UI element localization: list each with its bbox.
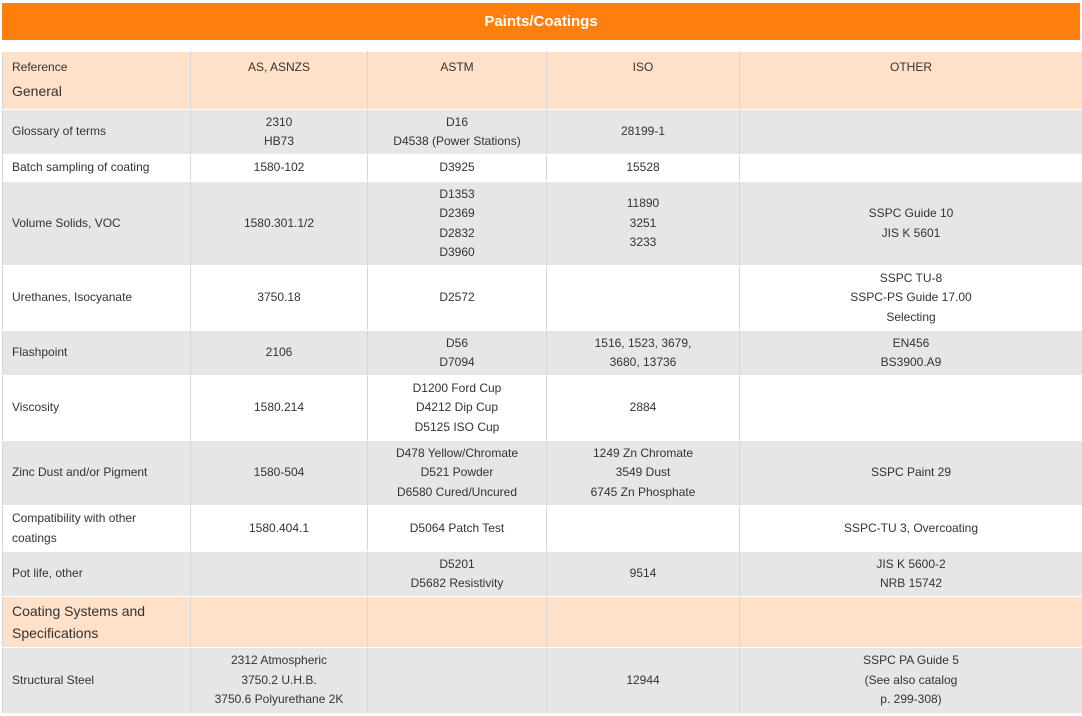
table-row: [3, 376, 1082, 441]
iso-cell-line: 9514: [629, 566, 657, 581]
astm-cell-line: D5064 Patch Test: [409, 520, 505, 535]
page-title-banner: [2, 3, 1080, 40]
reference-cell: Urethanes, Isocyanate: [3, 266, 191, 331]
section-empty-cell: [740, 597, 1082, 648]
astm-cell-line: D4212 Dip Cup: [415, 400, 499, 415]
astm-cell: [368, 110, 547, 155]
as-cell: [191, 648, 368, 714]
standards-table: [2, 51, 1082, 714]
iso-cell-line: 2884: [629, 400, 657, 415]
other-cell: [740, 331, 1082, 376]
iso-cell: [547, 155, 740, 182]
table-row: [3, 506, 1082, 552]
header-cell-as: AS, ASNZS: [191, 52, 368, 110]
as-cell-line: 1580-504: [253, 465, 305, 480]
astm-cell: [368, 552, 547, 597]
other-cell: [740, 506, 1082, 552]
astm-cell: [368, 182, 547, 266]
section-empty-cell: [368, 597, 547, 648]
other-cell: [740, 266, 1082, 331]
other-cell-line: SSPC-PS Guide 17.00: [850, 290, 972, 305]
as-cell: [191, 155, 368, 182]
reference-cell: Flashpoint: [3, 331, 191, 376]
other-cell: [740, 155, 1082, 182]
as-cell-line: 3750.6 Polyurethane 2K: [214, 692, 344, 707]
astm-cell-line: D5682 Resistivity: [410, 576, 504, 590]
header-cell-iso: ISO: [547, 52, 740, 110]
other-cell: [740, 376, 1082, 441]
reference-cell: Volume Solids, VOC: [3, 182, 191, 266]
astm-cell: [368, 266, 547, 331]
astm-cell-line: D6580 Cured/Uncured: [396, 484, 518, 499]
as-cell-line: HB73: [263, 134, 295, 148]
table-row: [3, 441, 1082, 506]
other-cell-line: BS3900.A9: [880, 355, 942, 369]
iso-cell: [547, 648, 740, 714]
header-cell-reference: [3, 52, 191, 110]
header-row: [3, 52, 1082, 110]
astm-cell: [368, 441, 547, 506]
table-row: [3, 155, 1082, 182]
astm-cell: [368, 506, 547, 552]
section-heading-general: General: [12, 82, 62, 99]
other-cell: [740, 552, 1082, 597]
as-cell-line: 1580.301.1/2: [243, 215, 315, 230]
reference-cell: Structural Steel: [3, 648, 191, 714]
other-cell-line: Selecting: [886, 309, 936, 324]
as-cell: [191, 266, 368, 331]
astm-cell-line: D2369: [439, 206, 475, 220]
other-cell: [740, 182, 1082, 266]
page-title: Paints/Coatings: [484, 13, 598, 30]
other-cell-line: JIS K 5601: [881, 225, 941, 240]
other-cell-line: (See also catalog: [864, 672, 958, 687]
iso-cell-line: 11890: [626, 196, 660, 211]
other-cell-line: SSPC Guide 10: [868, 206, 954, 220]
table-row: [3, 266, 1082, 331]
section-heading-coating-systems: [3, 597, 191, 648]
iso-cell: [547, 506, 740, 552]
astm-cell-line: D2832: [439, 225, 475, 240]
iso-cell: [547, 376, 740, 441]
iso-cell-line: 6745 Zn Phosphate: [590, 484, 696, 499]
astm-cell-line: D2572: [439, 290, 475, 305]
astm-cell-line: D7094: [439, 355, 475, 369]
as-cell-line: 3750.2 U.H.B.: [241, 672, 317, 687]
as-cell: [191, 110, 368, 155]
other-cell: [740, 110, 1082, 155]
astm-cell-line: D5201: [439, 556, 475, 571]
astm-cell-line: D16: [445, 114, 468, 129]
as-cell: [191, 376, 368, 441]
as-cell-line: 2310: [265, 114, 293, 129]
as-cell: [191, 552, 368, 597]
astm-cell-line: D521 Powder: [420, 465, 494, 480]
as-cell: [191, 506, 368, 552]
table-row: [3, 552, 1082, 597]
other-cell-line: JIS K 5600-2: [876, 556, 946, 571]
header-cell-other: OTHER: [740, 52, 1082, 110]
iso-cell: [547, 441, 740, 506]
as-cell: [191, 331, 368, 376]
section-heading-text: Coating Systems and Specifications: [12, 603, 146, 641]
table-row: [3, 331, 1082, 376]
astm-cell-line: D1353: [439, 186, 475, 201]
as-cell-line: 2312 Atmospheric: [230, 653, 328, 668]
section-empty-cell: [547, 597, 740, 648]
astm-cell-line: D5125 ISO Cup: [414, 419, 500, 434]
table-row: [3, 648, 1082, 714]
other-cell-line: SSPC PA Guide 5: [863, 653, 959, 668]
iso-cell-line: 28199-1: [620, 124, 666, 139]
as-cell-line: 1580.214: [253, 400, 305, 415]
other-cell-line: EN456: [892, 335, 930, 350]
section-row: [3, 597, 1082, 648]
astm-cell-line: D478 Yellow/Chromate: [395, 445, 519, 460]
iso-cell-line: 1249 Zn Chromate: [592, 445, 694, 460]
iso-cell-line: 1516, 1523, 3679,: [594, 335, 692, 350]
iso-cell: [547, 182, 740, 266]
astm-cell-line: D3960: [439, 245, 475, 259]
other-cell: [740, 648, 1082, 714]
other-cell-line: NRB 15742: [879, 576, 943, 590]
as-cell: [191, 441, 368, 506]
header-cell-astm: ASTM: [368, 52, 547, 110]
other-cell-line: SSPC-TU 3, Overcoating: [843, 520, 979, 535]
reference-cell: Viscosity: [3, 376, 191, 441]
iso-cell: [547, 331, 740, 376]
astm-cell: [368, 376, 547, 441]
as-cell-line: 1580.404.1: [248, 520, 310, 535]
iso-cell: [547, 266, 740, 331]
table-row: [3, 182, 1082, 266]
astm-cell-line: D1200 Ford Cup: [412, 380, 502, 395]
other-cell-line: p. 299-308): [880, 692, 942, 707]
reference-cell: Pot life, other: [3, 552, 191, 597]
astm-cell-line: D3925: [439, 160, 475, 175]
iso-cell-line: 3233: [629, 235, 657, 250]
iso-cell: [547, 552, 740, 597]
iso-cell-line: 3251: [629, 215, 657, 230]
as-cell-line: 2106: [265, 345, 293, 360]
other-cell: [740, 441, 1082, 506]
header-reference: Reference: [12, 60, 68, 74]
iso-cell-line: 12944: [626, 672, 660, 687]
astm-cell: [368, 648, 547, 714]
iso-cell-line: 3680, 13736: [609, 355, 677, 369]
as-cell: [191, 182, 368, 266]
section-empty-cell: [191, 597, 368, 648]
iso-cell-line: 15528: [626, 160, 660, 175]
astm-cell: [368, 155, 547, 182]
astm-cell-line: D4538 (Power Stations): [393, 134, 521, 148]
iso-cell: [547, 110, 740, 155]
reference-cell: Glossary of terms: [3, 110, 191, 155]
other-cell-line: SSPC Paint 29: [870, 465, 952, 480]
as-cell-line: 1580-102: [253, 160, 305, 175]
reference-cell: Compatibility with other coatings: [3, 506, 191, 552]
iso-cell-line: 3549 Dust: [615, 465, 671, 480]
table-row: [3, 110, 1082, 155]
as-cell-line: 3750.18: [257, 290, 301, 305]
astm-cell: [368, 331, 547, 376]
reference-cell: Batch sampling of coating: [3, 155, 191, 182]
astm-cell-line: D56: [445, 335, 468, 350]
reference-cell: Zinc Dust and/or Pigment: [3, 441, 191, 506]
other-cell-line: SSPC TU-8: [879, 270, 943, 285]
